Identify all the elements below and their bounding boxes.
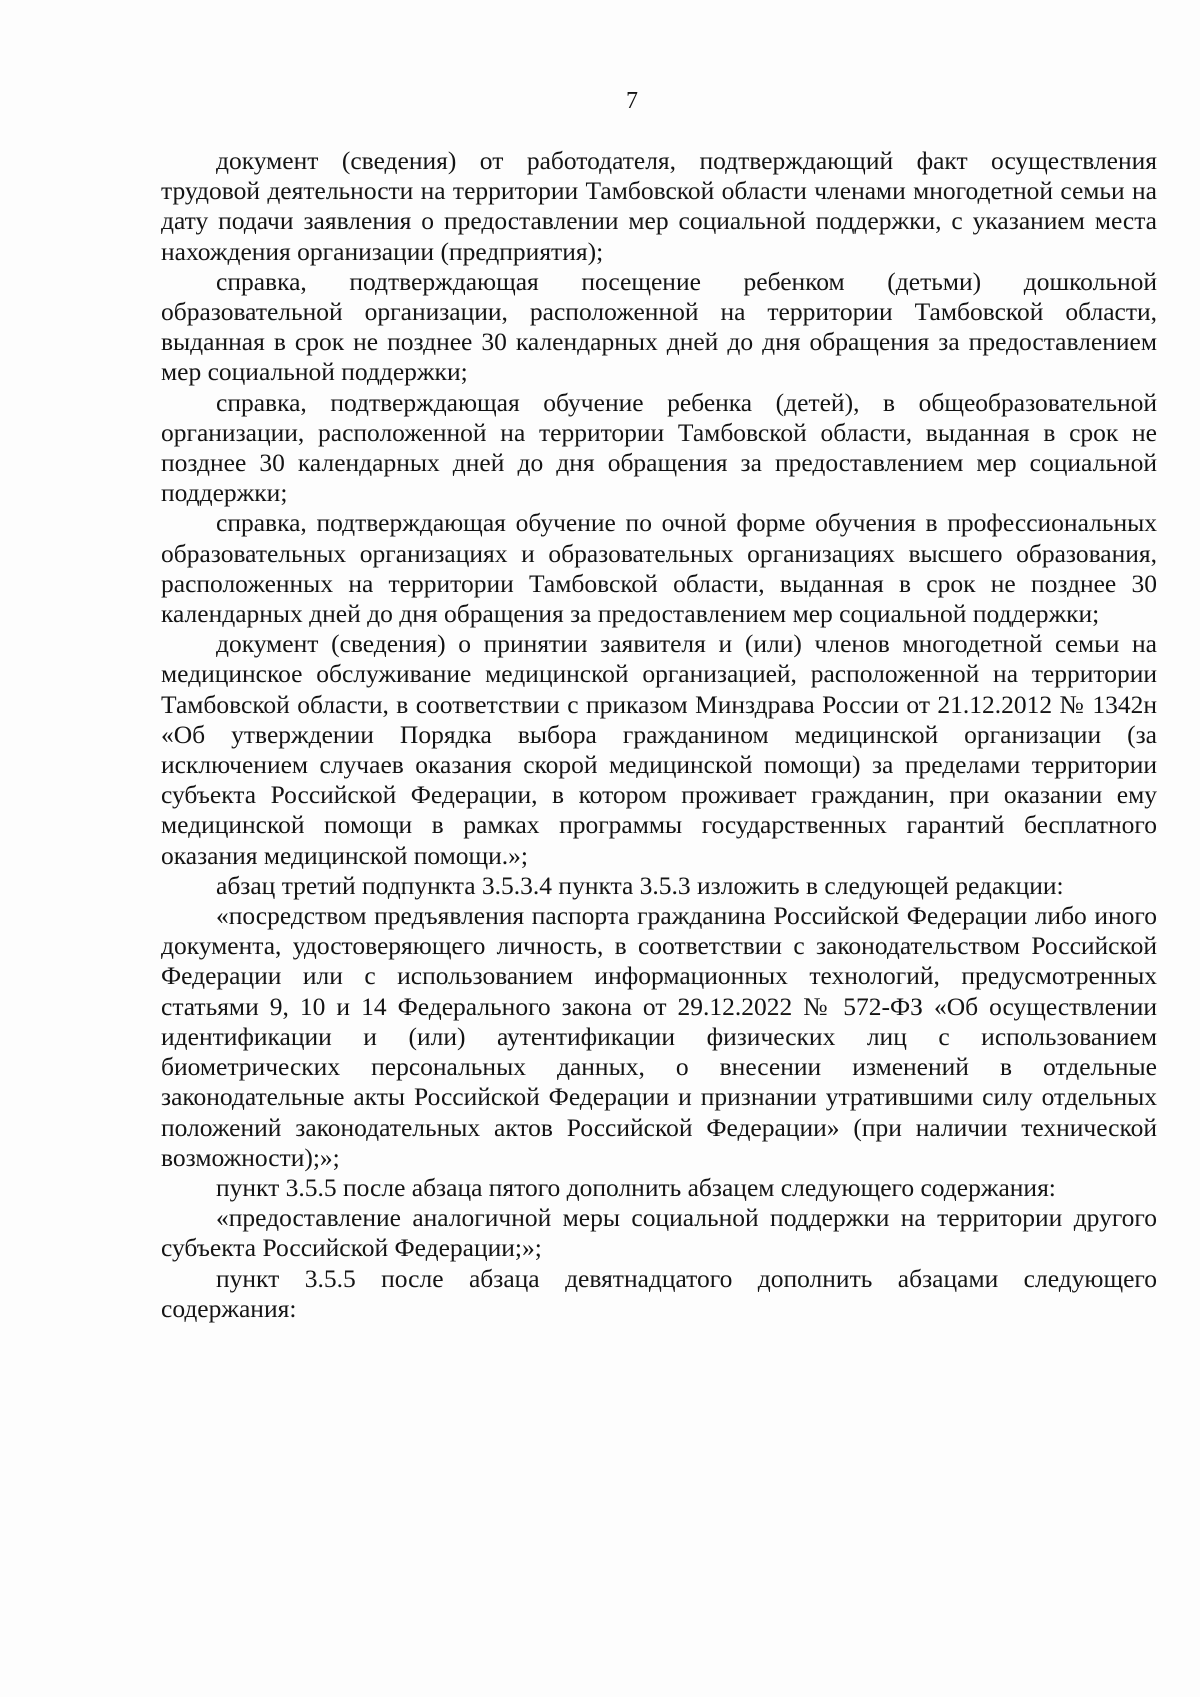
paragraph: справка, подтверждающая обучение по очной форме обучения в профессиональных образовательных организациях и образовательных организациях высшего образования, расположенных на территории Тамбовской области, выданная в срок не позднее 30 календарных дней до дня обращения за предоставлением мер социальной поддержки; xyxy=(161,508,1157,629)
paragraph: пункт 3.5.5 после абзаца девятнадцатого дополнить абзацами следующего содержания: xyxy=(161,1263,1157,1323)
paragraph: пункт 3.5.5 после абзаца пятого дополнить абзацем следующего содержания: xyxy=(216,1172,1056,1202)
paragraph: справка, подтверждающая обучение ребенка (детей), в общеобразовательной организации, расположенной на территории Тамбовской области, выданная в срок не позднее 30 календарных дней до дня обращения за предоставлением мер социальной поддержки; xyxy=(161,387,1157,508)
document-body xyxy=(161,146,1157,1324)
paragraph: «посредством предъявления паспорта гражданина Российской Федерации либо иного документа, удостоверяющего личность, в соответствии с законодательством Российской Федерации или с использованием информационных технологий, предусмотренных статьями 9, 10 и 14 Федерального закона от 29.12.2022 № 572-ФЗ «Об осуществлении идентификации и (или) аутентификации физических лиц с использованием биометрических персональных данных, о внесении изменений в отдельные законодательные акты Российской Федерации и признании утратившими силу отдельных положений законодательных актов Российской Федерации» (при наличии технической возможности);»; xyxy=(161,901,1157,1172)
paragraph: справка, подтверждающая посещение ребенком (детьми) дошкольной образовательной организации, расположенной на территории Тамбовской области, выданная в срок не позднее 30 календарных дней до дня обращения за предоставлением мер социальной поддержки; xyxy=(161,266,1157,387)
paragraph: «предоставление аналогичной меры социальной поддержки на территории другого субъекта Российской Федерации;»; xyxy=(161,1203,1157,1263)
paragraph: документ (сведения) о принятии заявителя и (или) членов многодетной семьи на медицинское обслуживание медицинской организацией, расположенной на территории Тамбовской области, в соответствии с приказом Минздрава России от 21.12.2012 № 1342н «Об утверждении Порядка выбора гражданином медицинской организации (за исключением случаев оказания скорой медицинской помощи) за пределами территории субъекта Российской Федерации, в котором проживает гражданин, при оказании ему медицинской помощи в рамках программы государственных гарантий бесплатного оказания медицинской помощи.»; xyxy=(161,629,1157,870)
page-number: 7 xyxy=(626,88,638,114)
paragraph: абзац третий подпункта 3.5.3.4 пункта 3.5.3 изложить в следующей редакции: xyxy=(216,870,1064,900)
paragraph: документ (сведения) от работодателя, подтверждающий факт осуществления трудовой деятельности на территории Тамбовской области членами многодетной семьи на дату подачи заявления о предоставлении мер социальной поддержки, с указанием места нахождения организации (предприятия); xyxy=(161,146,1157,266)
